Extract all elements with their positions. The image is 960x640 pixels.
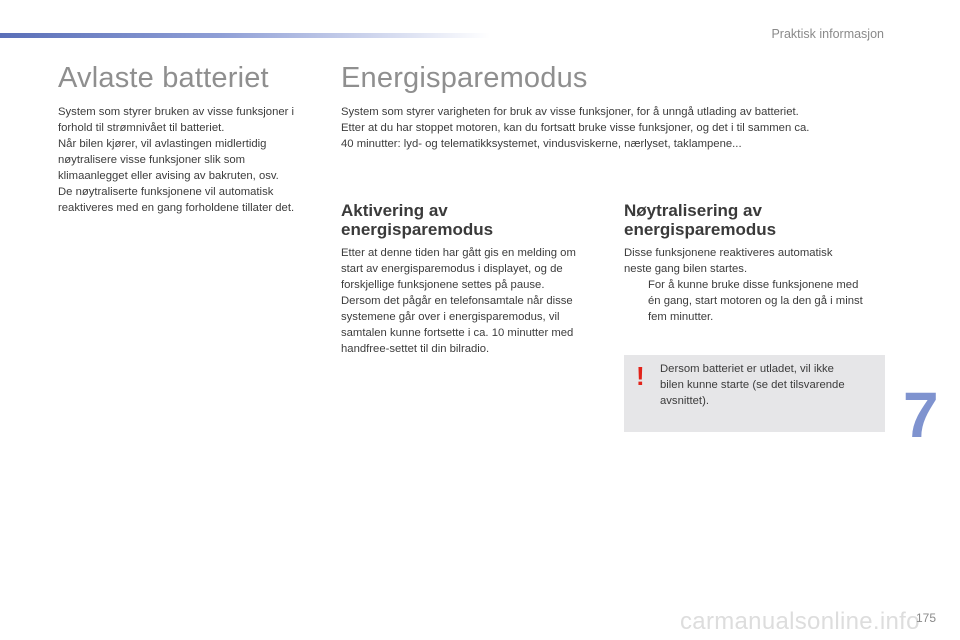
- text-line: System som styrer varigheten for bruk av visse funksjoner, for å unngå utlading av batteriet.: [341, 106, 799, 118]
- left-title: Avlaste batteriet: [58, 62, 269, 94]
- text-line: fem minutter.: [648, 311, 714, 323]
- text-line: Etter at du har stoppet motoren, kan du fortsatt bruke visse funksjoner, og det i til sammen ca.: [341, 122, 810, 134]
- activation-paragraph: [341, 245, 611, 357]
- watermark: carmanualsonline.info: [680, 608, 920, 635]
- text-line: start av energisparemodus i displayet, og de: [341, 263, 563, 275]
- activation-heading: [341, 201, 493, 239]
- text-line: samtalen kunne fortsette i ca. 10 minutter med: [341, 327, 574, 339]
- main-paragraph: [341, 104, 891, 152]
- main-title: Energisparemodus: [341, 62, 588, 94]
- text-line: De nøytraliserte funksjonene vil automatisk: [58, 186, 274, 198]
- text-line: Disse funksjonene reaktiveres automatisk: [624, 247, 833, 259]
- text-line: handfree-settet til din bilradio.: [341, 343, 490, 355]
- heading-line: Nøytralisering av: [624, 201, 762, 220]
- text-line: klimaanlegget eller avising av bakruten, osv.: [58, 170, 279, 182]
- text-line: neste gang bilen startes.: [624, 263, 748, 275]
- text-line: forhold til strømnivået til batteriet.: [58, 122, 225, 134]
- text-line: avsnittet).: [660, 395, 709, 407]
- neutralization-paragraph: [624, 245, 894, 325]
- text-line: én gang, start motoren og la den gå i minst: [648, 295, 863, 307]
- text-line: forskjellige funksjonene settes på pause.: [341, 279, 545, 291]
- text-line: bilen kunne starte (se det tilsvarende: [660, 379, 845, 391]
- text-line: reaktiveres med en gang forholdene tillater det.: [58, 202, 295, 214]
- left-paragraph: [58, 104, 333, 216]
- bullet-item: [624, 277, 894, 325]
- page-number: 175: [916, 611, 937, 625]
- heading-line: Aktivering av: [341, 201, 448, 220]
- text-line: nøytralisere visse funksjoner slik som: [58, 154, 246, 166]
- section-header: Praktisk informasjon: [771, 27, 884, 41]
- text-line: systemene går over i energisparemodus, vil: [341, 311, 560, 323]
- warning-text: [660, 361, 875, 409]
- heading-line: energisparemodus: [624, 220, 777, 239]
- text-line: System som styrer bruken av visse funksjoner i: [58, 106, 295, 118]
- text-line: Når bilen kjører, vil avlastingen midlertidig: [58, 138, 267, 150]
- text-line: 40 minutter: lyd- og telematikksystemet, vindusviskerne, nærlyset, taklampene...: [341, 138, 742, 150]
- text-line: Etter at denne tiden har gått gis en melding om: [341, 247, 576, 259]
- text-line: Dersom det pågår en telefonsamtale når disse: [341, 295, 573, 307]
- chapter-number: 7: [903, 379, 939, 451]
- warning-box: [624, 355, 885, 432]
- text-line: For å kunne bruke disse funksjonene med: [648, 279, 859, 291]
- neutralization-heading: [624, 201, 776, 239]
- header-gradient-bar: [0, 33, 490, 38]
- heading-line: energisparemodus: [341, 220, 494, 239]
- bullet-icon: [624, 277, 648, 325]
- text-line: Dersom batteriet er utladet, vil ikke: [660, 363, 834, 375]
- warning-icon: !: [636, 361, 645, 391]
